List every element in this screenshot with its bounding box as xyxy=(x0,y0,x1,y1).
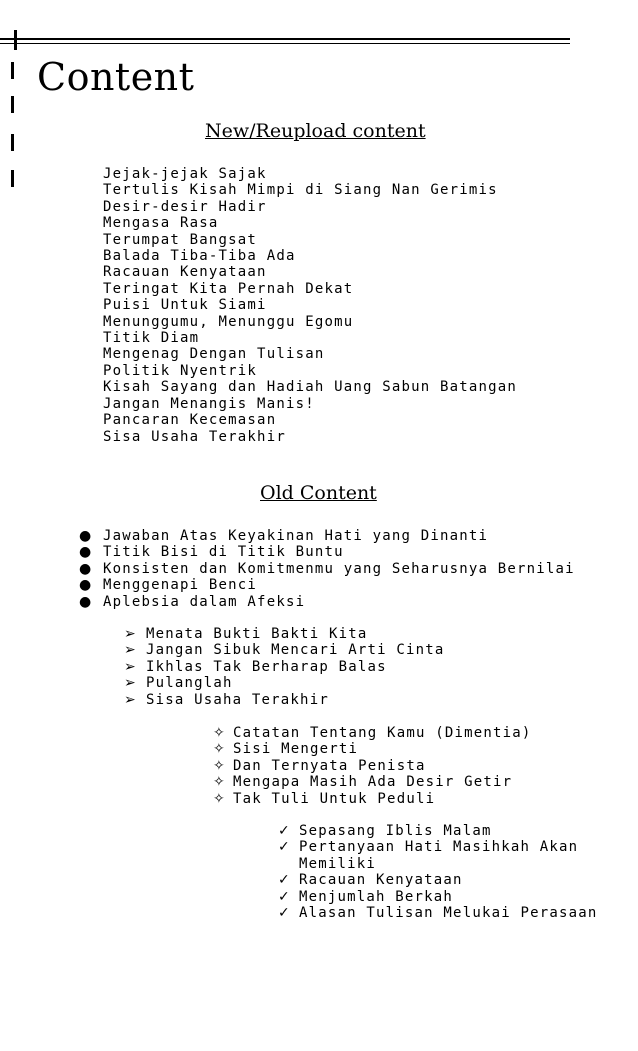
new-content-item xyxy=(103,264,517,280)
old-check-item-text: Sepasang Iblis Malam xyxy=(299,823,492,839)
old-check-item xyxy=(278,905,601,922)
old-arrow-item xyxy=(124,642,445,659)
old-check-item xyxy=(278,839,601,872)
check-marker-icon: ✓ xyxy=(278,905,290,922)
old-bullet-item-text: Titik Bisi di Titik Buntu xyxy=(103,544,344,561)
old-bullet-item xyxy=(79,593,575,610)
old-check-item-text: Racauan Kenyataan xyxy=(299,872,463,889)
old-arrow-item xyxy=(124,658,445,675)
new-content-item xyxy=(103,297,517,313)
new-content-item xyxy=(103,232,517,248)
old-star-item-text: Catatan Tentang Kamu (Dimentia) xyxy=(233,725,532,741)
check-marker-icon: ✓ xyxy=(278,823,290,839)
star-marker-icon: ✧ xyxy=(213,757,225,774)
old-bullet-item-text: Jawaban Atas Keyakinan Hati yang Dinanti xyxy=(103,528,489,544)
top-border-post xyxy=(14,30,17,50)
new-content-item xyxy=(103,215,517,231)
old-arrow-item xyxy=(124,691,445,708)
new-content-item-text: Tertulis Kisah Mimpi di Siang Nan Gerimis xyxy=(103,182,498,199)
old-check-item-text: Menjumlah Berkah xyxy=(299,888,454,905)
new-content-item-text: Mengenag Dengan Tulisan xyxy=(103,346,325,363)
bullet-marker-icon: ● xyxy=(79,577,92,594)
new-content-item xyxy=(103,429,517,445)
new-content-item-text: Racauan Kenyataan xyxy=(103,264,267,281)
new-content-item xyxy=(103,314,517,330)
check-marker-icon: ✓ xyxy=(278,888,290,905)
old-star-item-text: Dan Ternyata Penista xyxy=(233,757,426,774)
new-content-item-text: Jejak-jejak Sajak xyxy=(103,166,267,182)
left-margin-bar xyxy=(11,96,14,113)
new-content-item xyxy=(103,412,517,428)
top-border-rule xyxy=(0,38,570,40)
check-marker-icon: ✓ xyxy=(278,839,290,856)
new-content-item xyxy=(103,396,517,412)
top-border-rule-2 xyxy=(0,43,570,44)
new-content-item-text: Desir-desir Hadir xyxy=(103,198,267,215)
new-content-item xyxy=(103,363,517,379)
new-content-item xyxy=(103,248,517,264)
new-content-item-text: Pancaran Kecemasan xyxy=(103,412,277,429)
old-check-item xyxy=(278,823,601,839)
new-content-item-text: Teringat Kita Pernah Dekat xyxy=(103,280,354,297)
old-bullet-item xyxy=(79,560,575,577)
old-bullet-item xyxy=(79,544,575,561)
star-marker-icon: ✧ xyxy=(213,774,225,791)
star-marker-icon: ✧ xyxy=(213,790,225,807)
check-marker-icon: ✓ xyxy=(278,872,290,889)
bullet-marker-icon: ● xyxy=(79,593,92,610)
arrow-marker-icon: ➢ xyxy=(124,675,136,692)
old-arrow-item xyxy=(124,626,445,642)
new-content-item-text: Balada Tiba-Tiba Ada xyxy=(103,248,296,265)
new-content-item-text: Sisa Usaha Terakhir xyxy=(103,428,286,445)
new-content-item xyxy=(103,182,517,198)
old-star-list xyxy=(213,725,532,807)
arrow-marker-icon: ➢ xyxy=(124,658,136,675)
old-arrow-item-text: Sisa Usaha Terakhir xyxy=(146,691,329,708)
old-arrow-item-text: Menata Bukti Bakti Kita xyxy=(146,626,368,642)
new-content-item-text: Terumpat Bangsat xyxy=(103,231,258,248)
old-star-item-text: Mengapa Masih Ada Desir Getir xyxy=(233,774,513,791)
old-section-heading: Old Content xyxy=(260,482,377,504)
new-content-item-text: Politik Nyentrik xyxy=(103,362,258,379)
bullet-marker-icon: ● xyxy=(79,560,92,577)
new-content-list xyxy=(103,166,517,445)
old-bullet-item-text: Konsisten dan Komitmenmu yang Seharusnya Bernilai xyxy=(103,560,575,577)
new-content-item xyxy=(103,166,517,182)
arrow-marker-icon: ➢ xyxy=(124,626,136,642)
new-content-item xyxy=(103,346,517,362)
new-content-item xyxy=(103,330,517,346)
new-content-item-text: Mengasa Rasa xyxy=(103,215,219,232)
old-star-item xyxy=(213,725,532,741)
star-marker-icon: ✧ xyxy=(213,741,225,758)
old-arrow-item xyxy=(124,675,445,692)
old-check-list xyxy=(278,823,601,922)
old-star-item xyxy=(213,757,532,774)
old-arrow-item-text: Jangan Sibuk Mencari Arti Cinta xyxy=(146,642,445,659)
bullet-marker-icon: ● xyxy=(79,544,92,561)
new-content-item-text: Jangan Menangis Manis! xyxy=(103,395,315,412)
star-marker-icon: ✧ xyxy=(213,725,225,741)
page-title: Content xyxy=(37,55,195,99)
old-arrow-list xyxy=(124,626,445,708)
old-star-item xyxy=(213,741,532,758)
old-bullet-item xyxy=(79,577,575,594)
old-bullet-item-text: Aplebsia dalam Afeksi xyxy=(103,593,306,610)
new-content-item-text: Titik Diam xyxy=(103,330,200,347)
new-content-item-text: Kisah Sayang dan Hadiah Uang Sabun Batangan xyxy=(103,379,518,396)
new-content-item-text: Puisi Untuk Siami xyxy=(103,297,267,314)
old-arrow-item-text: Pulanglah xyxy=(146,675,233,692)
old-star-item-text: Tak Tuli Untuk Peduli xyxy=(233,790,436,807)
old-bullet-item xyxy=(79,528,575,544)
old-bullet-list xyxy=(79,528,575,610)
old-bullet-item-text: Menggenapi Benci xyxy=(103,577,258,594)
left-margin-bar xyxy=(11,170,14,187)
arrow-marker-icon: ➢ xyxy=(124,642,136,659)
new-content-item xyxy=(103,281,517,297)
new-content-item xyxy=(103,379,517,395)
old-check-item-text: Alasan Tulisan Melukai Perasaan xyxy=(299,905,598,922)
new-content-item xyxy=(103,199,517,215)
new-section-heading: New/Reupload content xyxy=(205,120,426,142)
old-star-item-text: Sisi Mengerti xyxy=(233,741,359,758)
left-margin-bar xyxy=(11,62,14,79)
old-star-item xyxy=(213,790,532,807)
old-arrow-item-text: Ikhlas Tak Berharap Balas xyxy=(146,658,387,675)
bullet-marker-icon: ● xyxy=(79,528,92,544)
old-star-item xyxy=(213,774,532,791)
new-content-item-text: Menunggumu, Menunggu Egomu xyxy=(103,313,354,330)
arrow-marker-icon: ➢ xyxy=(124,691,136,708)
old-check-item xyxy=(278,872,601,889)
old-check-item xyxy=(278,888,601,905)
old-check-item-text: Pertanyaan Hati Masihkah Akan Memiliki xyxy=(299,839,579,872)
